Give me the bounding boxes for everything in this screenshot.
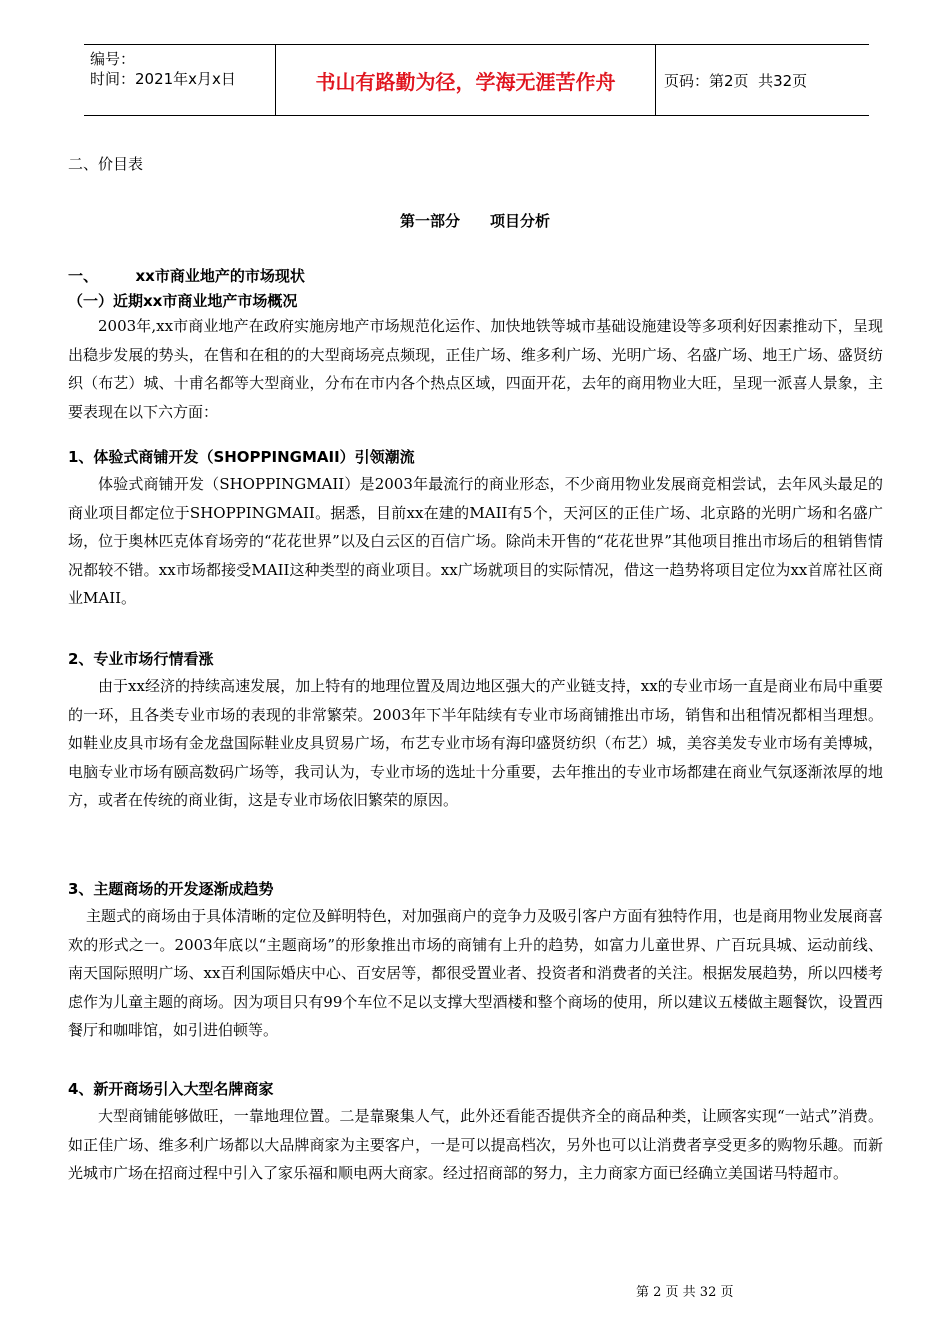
page-footer: 第 2 页 共 32 页: [636, 1285, 734, 1300]
header-motto: 书山有路勤为径，学海无涯苦作舟: [276, 45, 656, 115]
heading-1: 一、 xx市商业地产的市场现状: [68, 267, 305, 285]
section-3-title: 3、主题商场的开发逐渐成趋势: [68, 880, 274, 898]
header-page-info: [656, 45, 869, 115]
section-4-title: 4、新开商场引入大型名牌商家: [68, 1080, 274, 1098]
header-time: 时间：2021年x月x日: [90, 70, 236, 88]
header-number: 编号：: [90, 50, 136, 68]
intro-paragraph: 2003年,xx市商业地产在政府实施房地产市场规范化运作、加快地铁等城市基础设施建设等多项利好因素推动下，呈现出稳步发展的势头，在售和在租的的大型商场亮点频现，正佳广场、维多利广场、光明广场、名盛广场、地王广场、盛贤纺织（布艺）城、十甫名都等大型商业，分布在市内各个热点区域，四面开花，去年的商用物业大旺，呈现一派喜人景象，主要表现在以下六方面：: [68, 317, 883, 421]
section-two-heading: 二、价目表: [68, 155, 144, 173]
section-3-paragraph: 主题式的商场由于具体清晰的定位及鲜明特色，对加强商户的竞争力及吸引客户方面有独特作用，也是商用物业发展商喜欢的形式之一。2003年底以“主题商场”的形象推出市场的商铺有上升的趋势，如富力儿童世界、广百玩具城、运动前线、南天国际照明广场、xx百利国际婚庆中心、百安居等，都很受置业者、投资者和消费者的关注。根据发展趋势，所以四楼考虑作为儿童主题的商场。因为项目只有99个车位不足以支撑大型酒楼和整个商场的使用，所以建议五楼做主题餐饮，设置西餐厅和咖啡馆，如引进伯顿等。: [68, 907, 883, 1039]
section-4-paragraph: 大型商铺能够做旺，一靠地理位置。二是靠聚集人气，此外还看能否提供齐全的商品种类，让顾客实现“一站式”消费。如正佳广场、维多利广场都以大品牌商家为主要客户，一是可以提高档次，另外也可以让消费者享受更多的购物乐趣。而新光城市广场在招商过程中引入了家乐福和顺电两大商家。经过招商部的努力，主力商家方面已经确立美国诺马特超市。: [68, 1107, 883, 1182]
part-title: 第一部分 项目分析: [399, 212, 550, 230]
header-meta: [84, 45, 276, 115]
section-1-title: 1、体验式商铺开发（SHOPPINGMAII）引领潮流: [68, 448, 415, 466]
section-2-title: 2、专业市场行情看涨: [68, 650, 214, 668]
section-1-paragraph: 体验式商铺开发（SHOPPINGMAII）是2003年最流行的商业形态，不少商用物业发展商竞相尝试，去年风头最足的商业项目都定位于SHOPPINGMAII。据悉，目前xx在建的MAII有5个，天河区的正佳广场、北京路的光明广场和名盛广场，位于奥林匹克体育场旁的“花花世界”以及白云区的百信广场。除尚未开售的“花花世界”其他项目推出市场后的租销售情况都较不错。xx市场都接受MAII这种类型的商业项目。xx广场就项目的实际情况，借这一趋势将项目定位为xx首席社区商业MAII。: [68, 475, 883, 607]
section-2-paragraph: 由于xx经济的持续高速发展，加上特有的地理位置及周边地区强大的产业链支持，xx的专业市场一直是商业布局中重要的一环，且各类专业市场的表现的非常繁荣。2003年下半年陆续有专业市场商铺推出市场，销售和出租情况都相当理想。如鞋业皮具市场有金龙盘国际鞋业皮具贸易广场，布艺专业市场有海印盛贤纺织（布艺）城，美容美发专业市场有美博城，电脑专业市场有颐高数码广场等，我司认为，专业市场的选址十分重要，去年推出的专业市场都建在商业气氛逐渐浓厚的地方，或者在传统的商业街，这是专业市场依旧繁荣的原因。: [68, 677, 883, 809]
heading-1-sub: （一）近期xx市商业地产市场概况: [68, 292, 298, 310]
page-header: [84, 44, 869, 116]
header-page-label: 页码：第2页 共32页: [664, 71, 808, 90]
